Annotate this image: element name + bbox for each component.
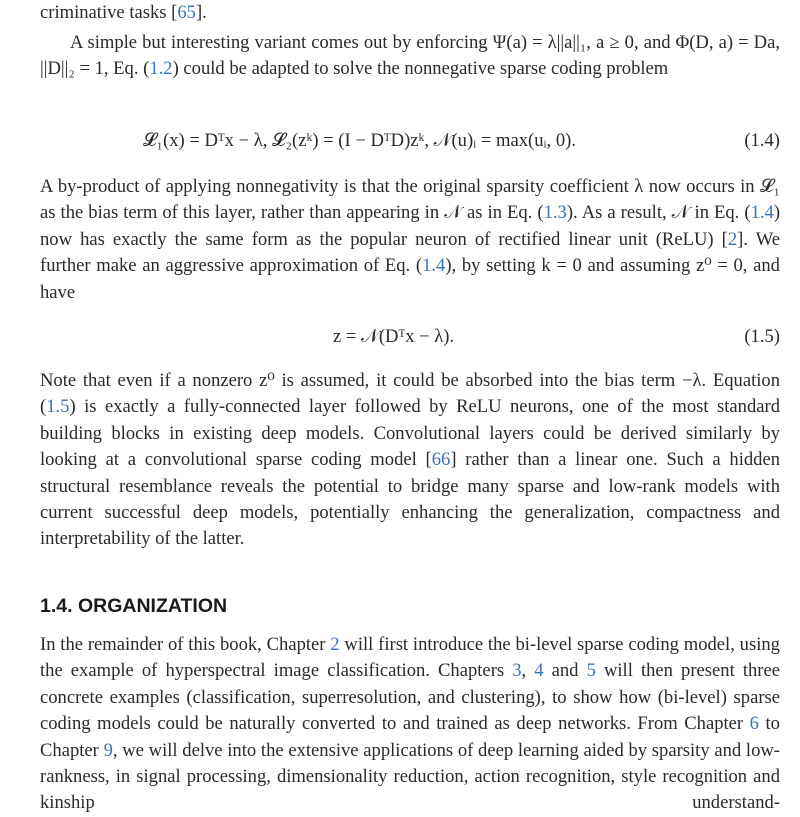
paragraph-continuation xyxy=(40,0,780,26)
section-heading: 1.4. ORGANIZATION xyxy=(40,595,228,617)
text-run: , we will delve into the extensive applications of deep learning aided by sparsity and low-rankness, in signal processing, dimensionality reduction, action recognition, style recognition and kinship understand- xyxy=(40,739,780,814)
text-run: ), by setting k = 0 and assuming z⁰ = 0, and have xyxy=(40,255,780,303)
text-run: In the remainder of this book, Chapter xyxy=(40,634,331,655)
math-inline: Ψ(a) = λ||a||₁, a ≥ 0, xyxy=(492,32,639,53)
equation-link[interactable]: 1.4 xyxy=(422,255,446,277)
text-run: criminative tasks [ xyxy=(40,2,178,23)
paragraph-byproduct xyxy=(40,174,780,306)
equation-link[interactable]: 1.4 xyxy=(750,202,774,224)
text-run: ]. We further make an aggressive approximation of Eq. ( xyxy=(40,228,781,277)
chapter-link[interactable]: 9 xyxy=(103,739,113,761)
paragraph-organization xyxy=(40,632,780,817)
text-run: ) now has exactly the same form as the popular neuron of rectified linear unit (ReLU) [ xyxy=(40,202,781,250)
text-run: , xyxy=(521,660,535,682)
math-inline: Φ(D, a) = Da, ||D||₂ = 1, xyxy=(40,32,780,80)
chapter-link[interactable]: 6 xyxy=(749,713,759,735)
text-run: Note that even if a nonzero z⁰ is assumed, it could be absorbed into the bias term −λ. Equation ( xyxy=(40,370,780,418)
equation-number: (1.4) xyxy=(744,130,780,151)
equation-link[interactable]: 1.3 xyxy=(543,202,567,224)
chapter-link[interactable]: 5 xyxy=(586,660,596,682)
text-run: and xyxy=(638,32,676,53)
text-run: A by-product of applying nonnegativity is that the original sparsity coefficient λ now occurs in 𝓛₁ as the bias term of this layer, rather than appearing in 𝒩 as in Eq. ( xyxy=(40,176,780,224)
equation-body: z = 𝒩(Dᵀx − λ). xyxy=(333,326,455,347)
citation-link[interactable]: 65 xyxy=(177,2,196,23)
equation-link[interactable]: 1.5 xyxy=(46,396,70,418)
paragraph-variant xyxy=(40,30,780,83)
equation-link[interactable]: 1.2 xyxy=(149,58,173,80)
text-run: ] rather than a linear one. Such a hidden structural resemblance reveals the potential to bridge many sparse and low-rank models with current successful deep models, potentially enhancing the generalization, compactness and interpretability of the latter. xyxy=(40,449,781,550)
text-run: ). As a result, 𝒩 in Eq. ( xyxy=(566,202,751,224)
paragraph-note xyxy=(40,368,780,553)
chapter-link[interactable]: 2 xyxy=(330,634,340,655)
text-run: A simple but interesting variant comes out by enforcing xyxy=(70,32,493,53)
text-run: will then present three concrete examples (classification, superresolution, and clustering), to show how (bi-level) sparse coding models could be naturally converted to and trained as deep networks. From Chapter xyxy=(40,660,780,735)
chapter-link[interactable]: 4 xyxy=(534,660,544,682)
chapter-link[interactable]: 3 xyxy=(512,660,522,682)
equation-body: 𝓛₁(x) = Dᵀx − λ, 𝓛₂(zᵏ) = (I − DᵀD)zᵏ, 𝒩(u)ᵢ = max(uᵢ, 0). xyxy=(143,130,576,151)
text-run: ]. xyxy=(195,2,207,23)
text-run: and xyxy=(543,660,587,682)
text-run: ) could be adapted to solve the nonnegative sparse coding problem xyxy=(172,58,669,80)
text-run: ) is exactly a fully-connected layer followed by ReLU neurons, one of the most standard building blocks in existing deep models. Convolutional layers could be derived similarly by looking at a convolutional sparse coding model [ xyxy=(40,396,780,471)
citation-link[interactable]: 66 xyxy=(431,449,451,471)
text-run: Eq. ( xyxy=(108,58,150,80)
citation-link[interactable]: 2 xyxy=(727,228,738,250)
equation-1-4 xyxy=(40,126,780,156)
equation-1-5 xyxy=(40,322,780,352)
text-run: to Chapter xyxy=(40,713,780,761)
equation-number: (1.5) xyxy=(744,326,780,347)
text-run: will first introduce the bi-level sparse coding model, using the example of hyperspectral image classification. Chapters xyxy=(40,634,780,682)
